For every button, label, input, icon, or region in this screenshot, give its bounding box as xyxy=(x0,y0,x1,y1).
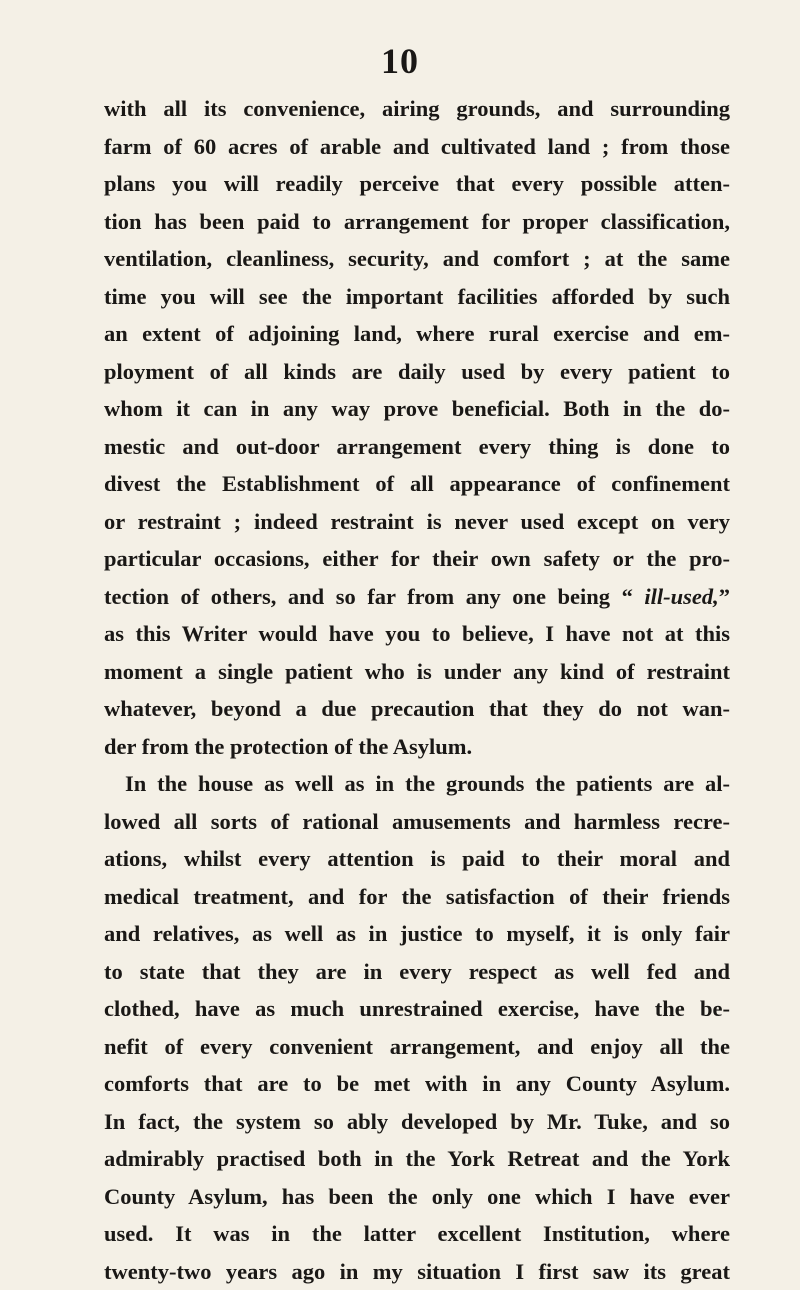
text-line: nefit of every convenient arrangement, and enjoy all the xyxy=(104,1028,730,1066)
text-line: to state that they are in every respect as well fed and xyxy=(104,953,730,991)
text-line: used. It was in the latter excellent Institution, where xyxy=(104,1215,730,1253)
text-line: an extent of adjoining land, where rural exercise and em- xyxy=(104,315,730,353)
paragraph-start-line: In the house as well as in the grounds the patients are al- xyxy=(104,765,730,803)
text-line: as this Writer would have you to believe, I have not at this xyxy=(104,615,730,653)
text-line: County Asylum, has been the only one which I have ever xyxy=(104,1178,730,1216)
paragraph-end-line: der from the protection of the Asylum. xyxy=(104,728,730,766)
text-line: plans you will readily perceive that every possible atten- xyxy=(104,165,730,203)
page-number: 10 xyxy=(0,40,800,82)
text-line: ployment of all kinds are daily used by every patient to xyxy=(104,353,730,391)
text-segment: ” xyxy=(719,584,730,609)
text-line: whatever, beyond a due precaution that they do not wan- xyxy=(104,690,730,728)
text-line: ventilation, cleanliness, security, and comfort ; at the same xyxy=(104,240,730,278)
text-line: with all its convenience, airing grounds, and surrounding xyxy=(104,90,730,128)
text-line: admirably practised both in the York Retreat and the York xyxy=(104,1140,730,1178)
text-line: ations, whilst every attention is paid to their moral and xyxy=(104,840,730,878)
text-line: clothed, have as much unrestrained exercise, have the be- xyxy=(104,990,730,1028)
text-line: In fact, the system so ably developed by Mr. Tuke, and so xyxy=(104,1103,730,1141)
text-line: comforts that are to be met with in any County Asylum. xyxy=(104,1065,730,1103)
text-line: moment a single patient who is under any kind of restraint xyxy=(104,653,730,691)
body-text xyxy=(104,90,730,1290)
italic-quote: ill-used, xyxy=(644,584,718,609)
text-line: and relatives, as well as in justice to myself, it is only fair xyxy=(104,915,730,953)
text-line: time you will see the important facilities afforded by such xyxy=(104,278,730,316)
text-line: medical treatment, and for the satisfaction of their friends xyxy=(104,878,730,916)
text-line: farm of 60 acres of arable and cultivated land ; from those xyxy=(104,128,730,166)
text-line: twenty-two years ago in my situation I first saw its great xyxy=(104,1253,730,1290)
text-line-with-italic xyxy=(104,578,730,616)
text-line: whom it can in any way prove beneficial. Both in the do- xyxy=(104,390,730,428)
text-line: or restraint ; indeed restraint is never used except on very xyxy=(104,503,730,541)
text-line: mestic and out-door arrangement every thing is done to xyxy=(104,428,730,466)
text-line: tion has been paid to arrangement for proper classification, xyxy=(104,203,730,241)
text-line: lowed all sorts of rational amusements and harmless recre- xyxy=(104,803,730,841)
text-line: divest the Establishment of all appearance of confinement xyxy=(104,465,730,503)
text-line: particular occasions, either for their own safety or the pro- xyxy=(104,540,730,578)
text-segment: tection of others, and so far from any one being “ xyxy=(104,584,644,609)
